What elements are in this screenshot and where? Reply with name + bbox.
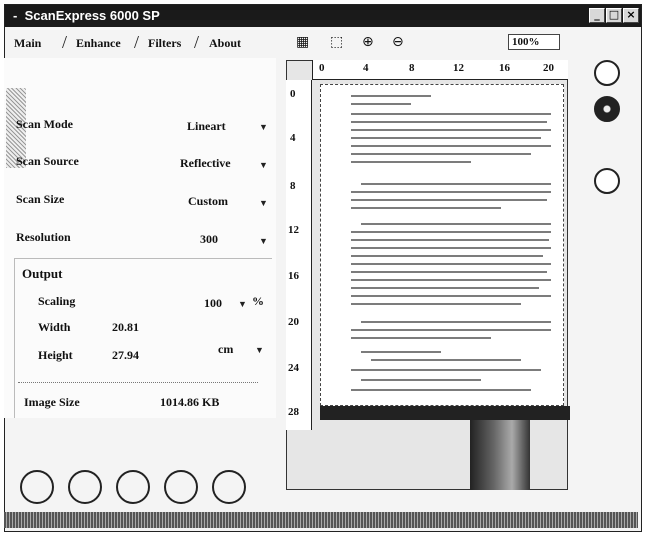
vertical-ruler	[286, 80, 312, 430]
ruler-tick: 0	[290, 88, 296, 100]
resolution-select[interactable]: 300	[200, 232, 218, 246]
ruler-tick: 16	[499, 62, 510, 74]
status-bar	[4, 512, 638, 528]
chevron-down-icon[interactable]: ▼	[255, 345, 264, 355]
document-shadow	[320, 406, 570, 420]
system-menu-icon[interactable]: -	[13, 8, 18, 23]
scanner-lid-graphic	[470, 420, 530, 490]
action-button-3[interactable]	[116, 470, 150, 504]
width-label: Width	[38, 320, 71, 334]
tab-enhance[interactable]: Enhance	[76, 36, 121, 50]
ruler-tick: 4	[290, 132, 296, 144]
chevron-down-icon[interactable]: ▼	[259, 236, 268, 246]
chevron-down-icon[interactable]: ▼	[238, 299, 247, 309]
scanned-document-preview[interactable]	[320, 84, 564, 406]
exit-button[interactable]	[594, 168, 620, 194]
preview-button[interactable]	[594, 60, 620, 86]
divider	[18, 382, 258, 383]
height-input[interactable]: 27.94	[112, 348, 139, 362]
image-size-label: Image Size	[24, 395, 80, 409]
window-title: ScanExpress 6000 SP	[24, 8, 160, 23]
tab-about[interactable]: About	[209, 36, 242, 50]
ruler-tick: 12	[288, 224, 299, 236]
action-button-1[interactable]	[20, 470, 54, 504]
width-input[interactable]: 20.81	[112, 320, 139, 334]
scan-size-select[interactable]: Custom	[188, 194, 229, 208]
scaling-label: Scaling	[38, 294, 76, 308]
tab-separator: /	[62, 32, 68, 52]
scaling-input[interactable]: 100	[204, 296, 222, 310]
scaling-unit: %	[252, 294, 264, 308]
close-button[interactable]: ×	[623, 8, 639, 23]
tab-separator: /	[134, 32, 140, 52]
tab-filters[interactable]: Filters	[148, 36, 182, 50]
zoom-level-field[interactable]: 100%	[508, 34, 560, 50]
chevron-down-icon[interactable]: ▼	[259, 122, 268, 132]
tab-separator: /	[194, 32, 200, 52]
horizontal-ruler	[312, 60, 568, 80]
ruler-tick: 28	[288, 406, 299, 418]
resolution-label: Resolution	[16, 230, 71, 244]
height-label: Height	[38, 348, 73, 362]
chevron-down-icon[interactable]: ▼	[259, 160, 268, 170]
tab-bar	[4, 30, 276, 56]
output-heading: Output	[22, 266, 63, 281]
unit-select[interactable]: cm	[218, 342, 234, 356]
output-group	[14, 258, 272, 418]
tab-main[interactable]: Main	[14, 36, 42, 50]
select-tool-icon[interactable]: ▦	[296, 34, 310, 50]
ruler-tick: 16	[288, 270, 299, 282]
maximize-button[interactable]: □	[606, 8, 622, 23]
title-bar	[5, 5, 641, 27]
scan-source-select[interactable]: Reflective	[180, 156, 231, 170]
zoom-out-icon[interactable]: ⊖	[392, 34, 404, 50]
action-button-2[interactable]	[68, 470, 102, 504]
ruler-tick: 4	[363, 62, 369, 74]
ruler-tick: 8	[409, 62, 415, 74]
action-button-4[interactable]	[164, 470, 198, 504]
ruler-tick: 20	[288, 316, 299, 328]
ruler-tick: 20	[543, 62, 554, 74]
ruler-tick: 0	[319, 62, 325, 74]
ruler-tick: 12	[453, 62, 464, 74]
image-size-value: 1014.86 KB	[160, 395, 220, 409]
scan-button[interactable]	[594, 96, 620, 122]
ruler-tick: 24	[288, 362, 299, 374]
scan-source-label: Scan Source	[16, 154, 79, 168]
action-button-5[interactable]	[212, 470, 246, 504]
scan-size-label: Scan Size	[16, 192, 65, 206]
scan-mode-select[interactable]: Lineart	[187, 119, 226, 133]
chevron-down-icon[interactable]: ▼	[259, 198, 268, 208]
crop-tool-icon[interactable]: ⬚	[330, 34, 344, 50]
minimize-button[interactable]: _	[589, 8, 605, 23]
scan-mode-label: Scan Mode	[16, 117, 73, 131]
ruler-tick: 8	[290, 180, 296, 192]
zoom-in-icon[interactable]: ⊕	[362, 34, 374, 50]
